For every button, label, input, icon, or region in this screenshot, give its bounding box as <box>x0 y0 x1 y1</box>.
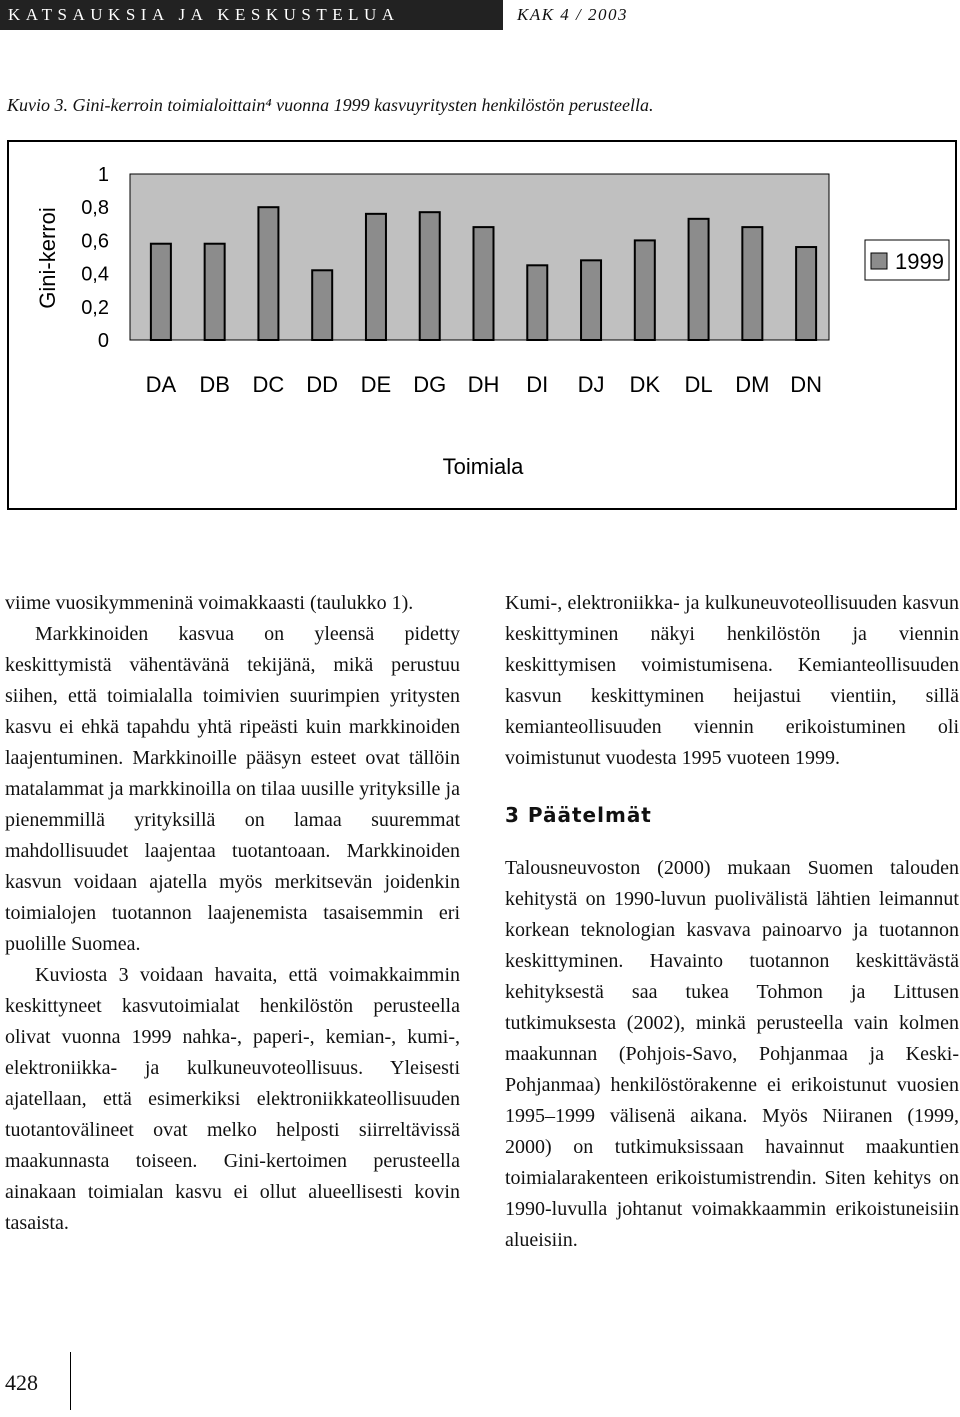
y-tick-label: 0 <box>97 330 109 352</box>
legend-label: 1999 <box>895 249 944 274</box>
chart-container <box>7 140 957 510</box>
right-column <box>505 588 959 1256</box>
bar <box>420 212 440 340</box>
page-number: 428 <box>5 1370 38 1395</box>
legend-swatch <box>871 253 887 269</box>
y-tick-label: 0,6 <box>81 230 109 253</box>
paragraph: viime vuosikymmeninä voimakkaasti (taulukko 1). <box>5 592 414 614</box>
paragraph: Kumi-, elektroniikka- ja kulkuneuvoteollisuuden kasvun keskittyminen näkyi henkilöstön ja viennin keskittymisen voimistumisena. Kemianteollisuuden kasvun keskittyminen heijastui vientiin, sillä kemianteollisuuden viennin erikoistuminen oli voimistunut vuodesta 1995 vuoteen 1999. <box>505 592 959 769</box>
bar <box>635 240 655 340</box>
x-tick-label: DD <box>306 372 339 397</box>
x-tick-label: DM <box>735 372 770 397</box>
running-header <box>0 0 660 30</box>
x-tick-label: DC <box>252 372 285 397</box>
bar <box>312 270 332 340</box>
x-tick-label: DG <box>413 372 447 397</box>
x-tick-label: DH <box>467 372 500 397</box>
issue-number: KAK 4 / 2003 <box>517 5 629 24</box>
footer-rule <box>70 1352 71 1410</box>
y-tick-label: 0,8 <box>81 197 109 220</box>
x-tick-label: DI <box>526 372 549 397</box>
bar <box>689 219 709 340</box>
paragraph: Markkinoiden kasvua on yleensä pidetty keskittymistä vähentävänä tekijänä, mikä perustuu siihen, että toimialalla toimivien suurimpien yritysten kasvu ei ehkä tapahdu yhtä ripeästi kuin markkinoiden laajentuminen. Markkinoille pääsyn esteet ovat tällöin matalammat ja markkinoilla on tilaa uusille yrityksille ja pienemmillä yrityksillä on lamaa suuremmat mahdollisuudet laajentaa tuotantoaan. Markkinoiden kasvun voidaan ajatella myös merkitsevän joidenkin toimialojen tuotannon laajenemista tasaisemmin eri puolille Suomea. <box>5 623 460 955</box>
y-tick-label: 1 <box>97 164 109 186</box>
bar <box>366 214 386 340</box>
x-axis-label: Toimiala <box>442 454 524 479</box>
y-axis-label: Gini-kerroi <box>35 207 60 309</box>
section-heading: 3 Päätelmät <box>505 803 652 827</box>
y-tick-label: 0,4 <box>81 263 109 286</box>
x-tick-label: DK <box>629 372 661 397</box>
bar <box>474 227 494 340</box>
x-tick-label: DA <box>145 372 177 397</box>
x-tick-label: DE <box>360 372 392 397</box>
paragraph: Talousneuvoston (2000) mukaan Suomen talouden kehitystä on 1990-luvun puolivälistä lähtien leimannut korkean teknologian kasvava painoarvo ja tuotannon keskittyminen. Havainto tuotannon keskittävästä kehityksestä saa tukea Tohmon ja Littusen tutkimuksesta (2002), minkä perusteella vain kolmen maakunnan (Pohjois-Savo, Pohjanmaa ja Keski-Pohjanmaa) henkilöstörakenne ei erikoistunut vuosien 1995–1999 välisenä aikana. Myös Niiranen (1999, 2000) on tutkimuksissaan havainnut maakuntien toimialarakenteen erikoistumistrendin. Siten kehitys on 1990-luvulla johtanut voimakkaammin erikoistuneisiin alueisiin. <box>505 857 959 1251</box>
bar-chart <box>9 142 955 508</box>
bar <box>527 265 547 340</box>
x-tick-label: DJ <box>577 372 605 397</box>
bar <box>581 260 601 340</box>
x-tick-label: DL <box>684 372 713 397</box>
left-column <box>5 588 460 1239</box>
bar <box>742 227 762 340</box>
paragraph: Kuviosta 3 voidaan havaita, että voimakkaimmin keskittyneet kasvutoimialat henkilöstön perusteella olivat vuonna 1999 nahka-, paperi-, kemian-, kumi-, elektroniikka- ja kulkuneuvoteollisuus. Yleisesti ajatellaan, että esimerkiksi elektroniikkateollisuuden tuotantovälineet ovat melko helposti siirreltävissä maakunnasta toiseen. Gini-kertoimen perusteella ainakaan toimialan kasvu ei ollut alueellisesti kovin tasaista. <box>5 964 460 1234</box>
bar <box>151 244 171 340</box>
series-title: KATSAUKSIA JA KESKUSTELUA <box>0 0 503 30</box>
figure-caption: Kuvio 3. Gini-kerroin toimialoittain⁴ vuonna 1999 kasvuyritysten henkilöstön perusteella. <box>7 95 654 115</box>
bar <box>205 244 225 340</box>
x-tick-label: DN <box>790 372 823 397</box>
bar <box>258 207 278 340</box>
y-tick-label: 0,2 <box>81 296 109 319</box>
bar <box>796 247 816 340</box>
x-tick-label: DB <box>199 372 230 397</box>
